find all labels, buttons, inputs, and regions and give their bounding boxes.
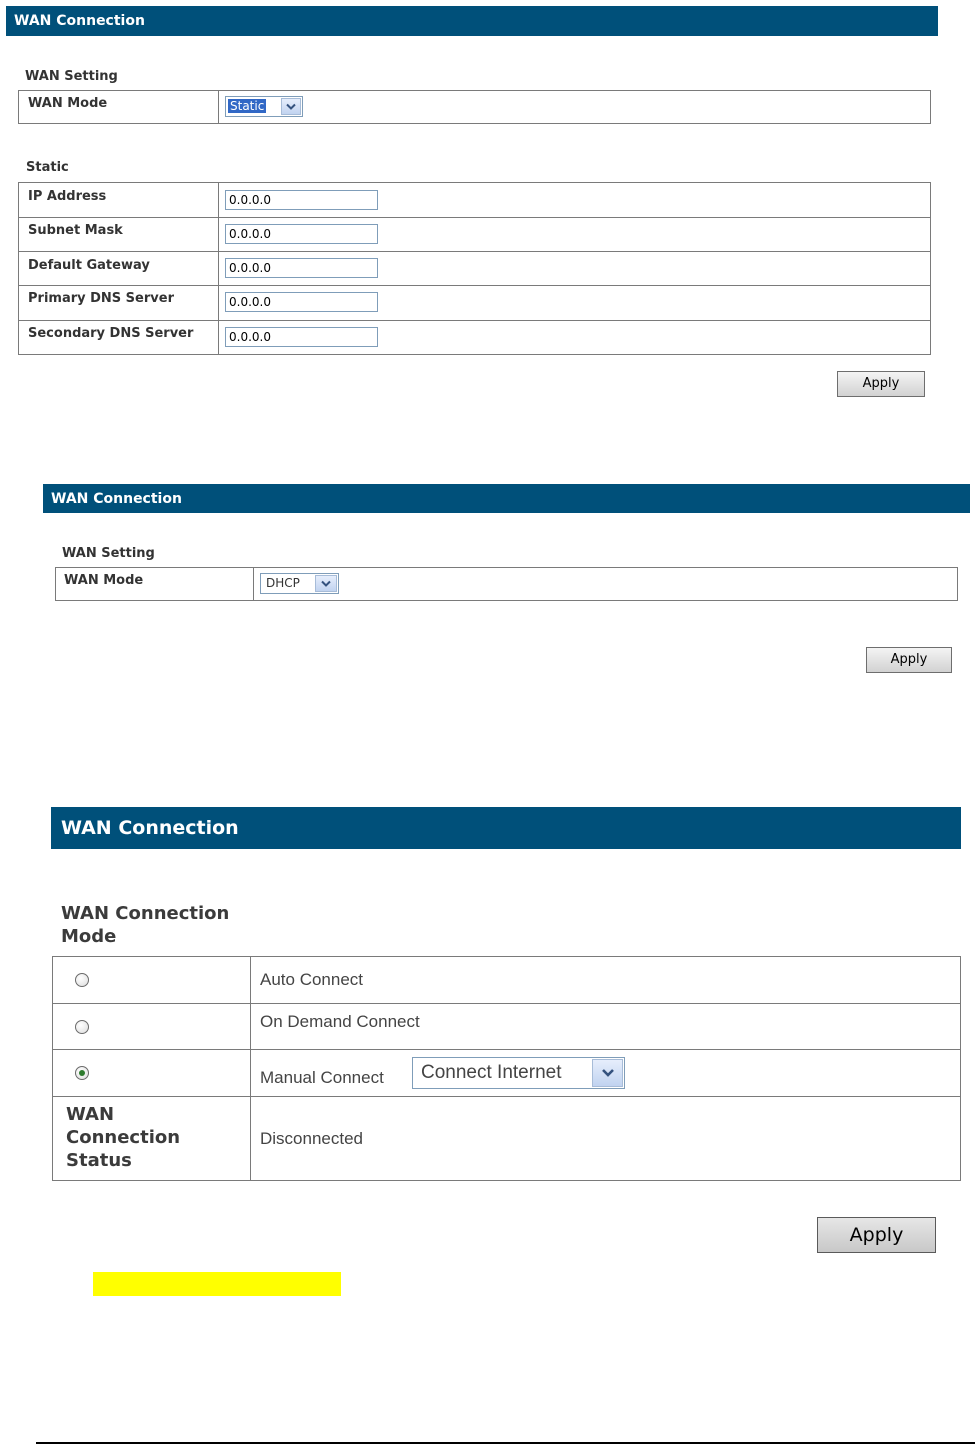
table-row [19, 286, 931, 321]
manual-connect-action-value: Connect Internet [421, 1062, 562, 1083]
table-row [53, 957, 961, 1004]
panel1-wan-setting-label: WAN Setting [25, 69, 118, 84]
primary-dns-label: Primary DNS Server [28, 291, 174, 306]
auto-connect-radio[interactable] [75, 973, 89, 987]
panel3-connection-mode-label-line1: WAN Connection [61, 903, 230, 924]
panel1-header-title: WAN Connection [14, 13, 145, 29]
wan-connection-status-value: Disconnected [260, 1129, 364, 1148]
panel1-static-table [18, 182, 931, 355]
subnet-mask-input[interactable]: 0.0.0.0 [225, 224, 378, 244]
wan-connection-status-label-line3: Status [66, 1150, 132, 1171]
wan-mode-select[interactable] [260, 573, 339, 594]
panel2-header-title: WAN Connection [51, 491, 182, 507]
wan-mode-label: WAN Mode [28, 96, 108, 111]
auto-connect-label: Auto Connect [260, 970, 364, 989]
on-demand-connect-radio[interactable] [75, 1020, 89, 1034]
secondary-dns-label: Secondary DNS Server [28, 326, 194, 341]
table-row [19, 218, 931, 252]
default-gateway-label: Default Gateway [28, 258, 150, 273]
manual-connect-action-select[interactable] [412, 1057, 625, 1089]
table-row [53, 1097, 961, 1181]
panel2-wan-mode-table [55, 567, 958, 601]
panel2-wan-setting-label: WAN Setting [62, 546, 155, 561]
wan-mode-select-value: DHCP [266, 576, 300, 590]
panel2-header [43, 484, 970, 513]
table-row [53, 1050, 961, 1097]
default-gateway-input[interactable]: 0.0.0.0 [225, 258, 378, 278]
manual-connect-label: Manual Connect [260, 1068, 384, 1087]
table-row [19, 321, 931, 355]
primary-dns-input[interactable]: 0.0.0.0 [225, 292, 378, 312]
wan-connection-status-label-line1: WAN [66, 1104, 115, 1125]
panel3-connection-mode-label-line2: Mode [61, 926, 117, 947]
wan-mode-select-value: Static [230, 99, 265, 113]
panel3-connection-table [52, 956, 961, 1181]
radio-selected-dot [79, 1070, 85, 1076]
on-demand-connect-label: On Demand Connect [260, 1012, 420, 1031]
table-row [19, 183, 931, 218]
chevron-down-icon[interactable] [315, 575, 337, 592]
subnet-mask-label: Subnet Mask [28, 223, 123, 238]
panel1-header [6, 6, 938, 36]
panel2-apply-button[interactable]: Apply [866, 647, 952, 673]
wan-mode-select[interactable] [225, 96, 303, 117]
panel3-header [51, 807, 961, 849]
panel3-connection-mode-label [61, 902, 229, 948]
wan-connection-status-label [53, 1097, 250, 1172]
wan-mode-label: WAN Mode [64, 573, 144, 588]
table-row [53, 1004, 961, 1050]
panel3-header-title: WAN Connection [61, 817, 239, 839]
chevron-down-icon[interactable] [281, 98, 301, 115]
chevron-down-icon[interactable] [592, 1059, 623, 1087]
wan-connection-status-label-line2: Connection [66, 1127, 181, 1148]
panel1-wan-mode-table [18, 90, 931, 124]
secondary-dns-input[interactable]: 0.0.0.0 [225, 327, 378, 347]
ip-address-label: IP Address [28, 189, 107, 204]
manual-connect-radio[interactable] [75, 1066, 89, 1080]
panel1-static-label: Static [26, 160, 69, 175]
table-row [19, 252, 931, 286]
ip-address-input[interactable]: 0.0.0.0 [225, 190, 378, 210]
highlight-bar [93, 1272, 341, 1296]
panel1-apply-button[interactable]: Apply [837, 371, 925, 397]
panel3-apply-button[interactable]: Apply [817, 1217, 936, 1253]
